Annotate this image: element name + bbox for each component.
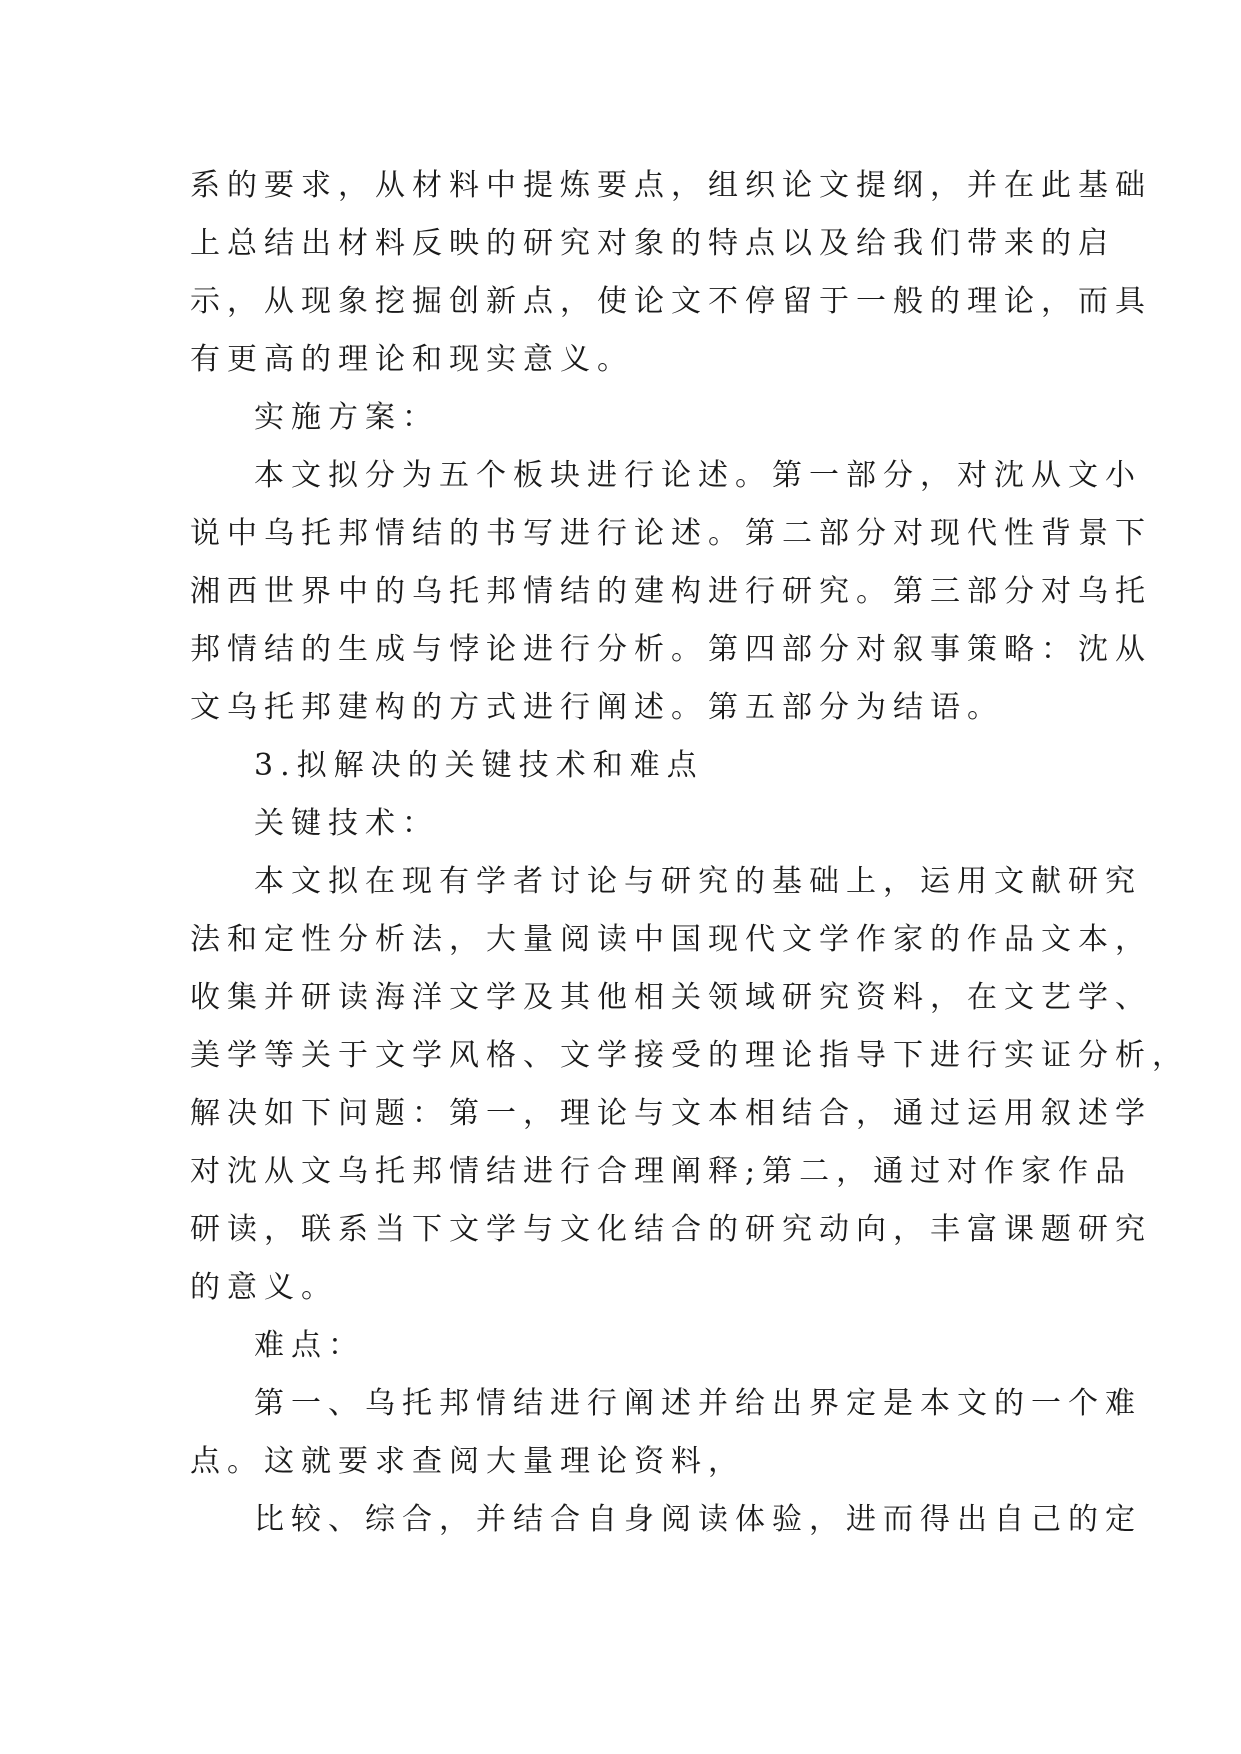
section-heading-implementation: 实施方案： [254,400,439,435]
paragraph-line: 对沈从文乌托邦情结进行合理阐释;第二，通过对作家作品 [190,1154,1133,1189]
paragraph-line: 点。这就要求查阅大量理论资料， [190,1444,745,1479]
section-heading-difficulties: 难点： [254,1328,365,1363]
document-body [190,157,1189,1549]
paragraph-line: 的意义。 [190,1270,338,1305]
paragraph-line: 第一、乌托邦情结进行阐述并给出界定是本文的一个难 [254,1386,1142,1421]
paragraph-line: 收集并研读海洋文学及其他相关领域研究资料，在文艺学、 [190,980,1152,1015]
paragraph-line: 示，从现象挖掘创新点，使论文不停留于一般的理论，而具 [190,284,1152,319]
paragraph-line: 美学等关于文学风格、文学接受的理论指导下进行实证分析， [190,1038,1189,1073]
paragraph-line: 系的要求，从材料中提炼要点，组织论文提纲，并在此基础 [190,168,1152,203]
paragraph-line: 说中乌托邦情结的书写进行论述。第二部分对现代性背景下 [190,516,1152,551]
paragraph-line: 解决如下问题：第一，理论与文本相结合，通过运用叙述学 [190,1096,1152,1131]
paragraph-line: 本文拟分为五个板块进行论述。第一部分，对沈从文小 [254,458,1142,493]
paragraph-line: 文乌托邦建构的方式进行阐述。第五部分为结语。 [190,690,1004,725]
section-heading-key-tech: 关键技术： [254,806,439,841]
paragraph-line: 法和定性分析法，大量阅读中国现代文学作家的作品文本， [190,922,1152,957]
paragraph-line: 有更高的理论和现实意义。 [190,342,634,377]
paragraph-line: 湘西世界中的乌托邦情结的建构进行研究。第三部分对乌托 [190,574,1152,609]
paragraph-line: 研读，联系当下文学与文化结合的研究动向，丰富课题研究 [190,1212,1152,1247]
paragraph-line: 比较、综合，并结合自身阅读体验，进而得出自己的定 [254,1502,1142,1537]
paragraph-line: 邦情结的生成与悖论进行分析。第四部分对叙事策略：沈从 [190,632,1152,667]
section-heading-key-tech-difficulties: 3.拟解决的关键技术和难点 [254,748,704,783]
paragraph-line: 上总结出材料反映的研究对象的特点以及给我们带来的启 [190,226,1115,261]
paragraph-line: 本文拟在现有学者讨论与研究的基础上，运用文献研究 [254,864,1142,899]
